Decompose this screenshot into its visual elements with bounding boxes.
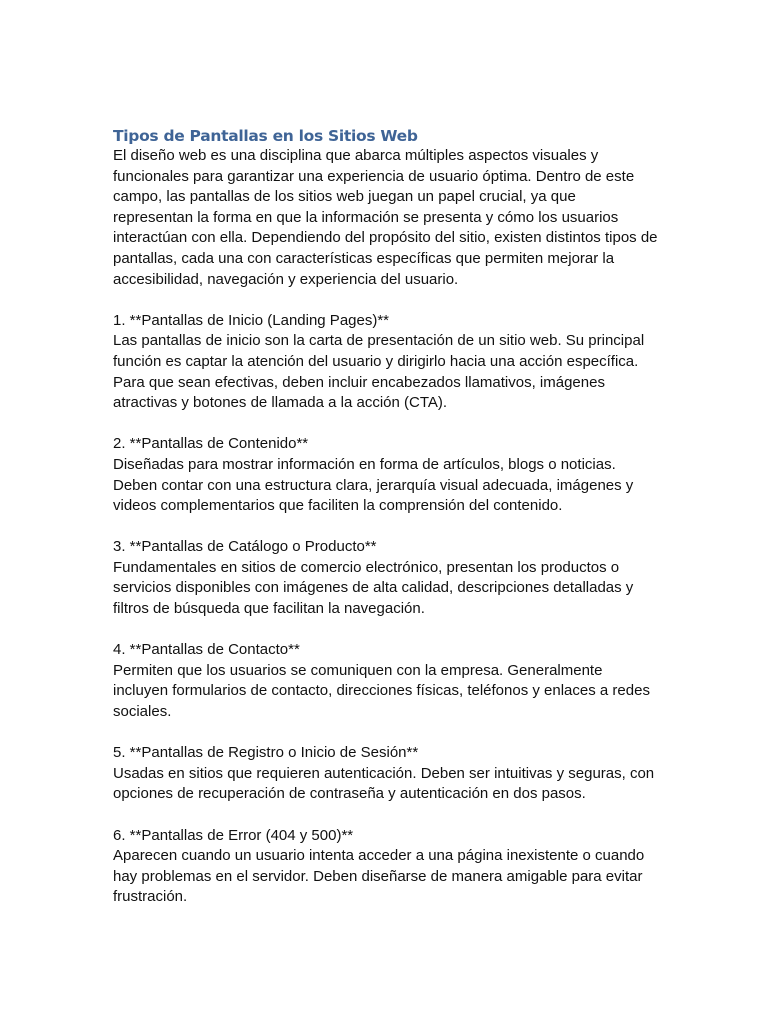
document-page [113,126,658,908]
section-body: Aparecen cuando un usuario intenta acceder a una página inexistente o cuando hay problemas en el servidor. Deben diseñarse de manera amigable para evitar frustración. [113,847,645,906]
section-body: Usadas en sitios que requieren autenticación. Deben ser intuitivas y seguras, con opciones de recuperación de contraseña y autenticación en dos pasos. [113,764,655,803]
section-heading: 6. **Pantallas de Error (404 y 500)** [113,826,354,844]
section-heading: 5. **Pantallas de Registro o Inicio de Sesión** [113,744,419,762]
section-contact-pages [113,640,658,722]
section-catalog-pages [113,537,658,619]
section-content-pages [113,434,658,516]
section-body: Fundamentales en sitios de comercio electrónico, presentan los productos o servicios disponibles con imágenes de alta calidad, descripciones detalladas y filtros de búsqueda que facilitan la navegación. [113,558,634,618]
section-error-pages [113,826,658,908]
section-body: Permiten que los usuarios se comuniquen con la empresa. Generalmente incluyen formularios de contacto, direcciones físicas, teléfonos y enlaces a redes sociales. [113,661,650,721]
section-heading: 3. **Pantallas de Catálogo o Producto** [113,538,377,556]
section-heading: 2. **Pantallas de Contenido** [113,435,309,453]
section-login-pages [113,743,658,805]
intro-paragraph: El diseño web es una disciplina que abarca múltiples aspectos visuales y funcionales para garantizar una experiencia de usuario óptima. Dentro de este campo, las pantallas de los sitios web juegan un papel crucial, ya que representan la forma en que la información se presenta y cómo los usuarios interactúan con ella. Dependiendo del propósito del sitio, existen distintos tipos de pantallas, cada una con características específicas que permiten mejorar la accesibilidad, navegación y experiencia del usuario. [113,147,658,288]
section-body: Diseñadas para mostrar información en forma de artículos, blogs o noticias. Deben contar con una estructura clara, jerarquía visual adecuada, imágenes y videos complementarios que faciliten la comprensión del contenido. [113,455,634,515]
section-heading: 4. **Pantallas de Contacto** [113,641,300,659]
document-title: Tipos de Pantallas en los Sitios Web [113,127,418,145]
section-body: Las pantallas de inicio son la carta de presentación de un sitio web. Su principal función es captar la atención del usuario y dirigirlo hacia una acción específica. Para que sean efectivas, deben incluir encabezados llamativos, imágenes atractivas y botones de llamada a la acción (CTA). [113,332,645,412]
section-landing-pages [113,311,658,414]
section-heading: 1. **Pantallas de Inicio (Landing Pages)** [113,311,390,329]
